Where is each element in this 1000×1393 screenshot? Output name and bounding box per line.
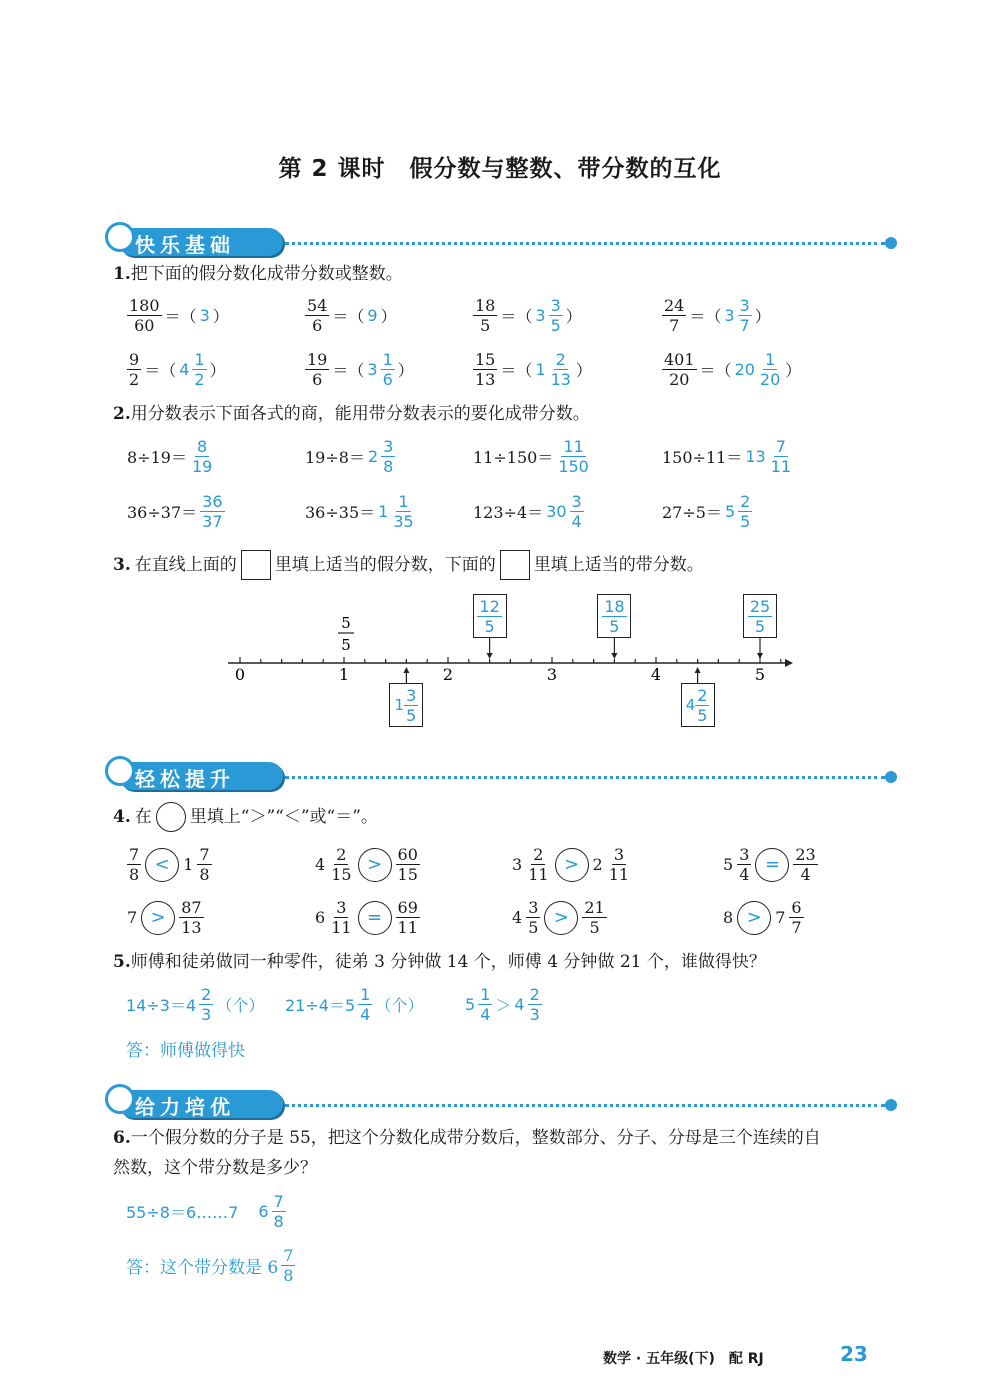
fraction: $\frac{2}{5}$ — [740, 492, 751, 531]
q1-item: $\frac{180}{60}$ ＝（ 3 ） — [129, 296, 229, 335]
fraction: $\frac{18}{5}$ — [475, 296, 496, 335]
axis-arrow — [785, 659, 793, 667]
improper-fraction-box — [597, 594, 631, 638]
section-banner-advanced: 给力培优 — [105, 1080, 895, 1124]
fraction: $\frac{3}{11}$ — [331, 898, 352, 937]
fraction: $\frac{24}{7}$ — [664, 296, 685, 335]
q1-item: $\frac{54}{6}$ ＝（ 9 ） — [307, 296, 397, 335]
fraction: $\frac{11}{150}$ — [558, 437, 589, 476]
fraction: $\frac{7}{11}$ — [770, 437, 792, 476]
q6-calc: 55÷8＝6……7 6 $\frac{7}{8}$ — [126, 1192, 284, 1231]
q1-item: $\frac{24}{7}$ ＝（ 3 $\frac{3}{7}$ ） — [664, 296, 771, 335]
q1-item: $\frac{9}{2}$ ＝（ 4 $\frac{1}{2}$ ） — [129, 350, 226, 389]
compare-circle: > — [358, 848, 392, 882]
fraction: $\frac{3}{5}$ — [550, 296, 561, 335]
fraction: $\frac{36}{37}$ — [202, 492, 223, 531]
fraction: $\frac{3}{8}$ — [383, 437, 394, 476]
q5-compare: 5 $\frac{1}{4}$ ＞ 4 $\frac{2}{3}$ — [465, 985, 540, 1024]
compare-circle: = — [358, 901, 392, 935]
mixed-number-box: 1 $\frac{3}{5}$ — [389, 683, 423, 727]
q4-item: 7 > $\frac{87}{13}$ — [127, 898, 202, 937]
fraction: $\frac{12}{5}$ — [479, 596, 500, 636]
clock-icon — [105, 1084, 135, 1114]
section-banner-basic: 快乐基础 — [105, 218, 895, 262]
q4-item: 3 $\frac{2}{11}$ > 2 $\frac{3}{11}$ — [512, 845, 630, 884]
fraction: $\frac{2}{15}$ — [331, 845, 352, 884]
improper-fraction-box — [743, 594, 777, 638]
q2-item: 27÷5＝ 5 $\frac{2}{5}$ — [662, 492, 751, 531]
mixed-number-box: 4 $\frac{2}{5}$ — [681, 683, 715, 727]
q4-item: 4 $\frac{2}{15}$ > $\frac{60}{15}$ — [315, 845, 418, 884]
q2-item: 19÷8＝ 2 $\frac{3}{8}$ — [305, 437, 394, 476]
tick-label: 2 — [442, 665, 454, 684]
compare-circle: < — [145, 848, 179, 882]
pointer-arrow — [611, 653, 617, 659]
q1-item: $\frac{19}{6}$ ＝（ 3 $\frac{1}{6}$ ） — [307, 350, 414, 389]
fraction: $\frac{54}{6}$ — [307, 296, 328, 335]
compare-circle: > — [544, 901, 578, 935]
question-6: 6.一个假分数的分子是 55，把这个分数化成带分数后，整数部分、分子、分母是三个连续的自 然数，这个带分数是多少？ — [113, 1128, 821, 1178]
fraction: $\frac{3}{5}$ — [528, 898, 539, 937]
fraction: $\frac{6}{7}$ — [791, 898, 802, 937]
fraction: $\frac{3}{5}$ — [406, 685, 417, 725]
fraction: $\frac{3}{4}$ — [571, 492, 582, 531]
question-5: 5.师傅和徒弟做同一种零件，徒弟 3 分钟做 14 个，师傅 4 分钟做 21 个，谁做得快？ — [113, 952, 766, 972]
section-banner-improve: 轻松提升 — [105, 752, 895, 796]
tick-label: 0 — [234, 665, 246, 684]
pointer-arrow — [487, 653, 493, 659]
fraction: $\frac{7}{8}$ — [199, 845, 210, 884]
fraction: $\frac{3}{11}$ — [608, 845, 630, 884]
fraction: $\frac{2}{5}$ — [697, 685, 708, 725]
q1-item: $\frac{15}{13}$ ＝（ 1 $\frac{2}{13}$ ） — [475, 350, 592, 389]
compare-circle: > — [555, 848, 589, 882]
fraction: $\frac{19}{6}$ — [307, 350, 328, 389]
tick-label: 5 — [754, 665, 766, 684]
fraction: $\frac{2}{11}$ — [528, 845, 549, 884]
q4-item: 5 $\frac{3}{4}$ = $\frac{23}{4}$ — [723, 845, 816, 884]
fraction: $\frac{15}{13}$ — [475, 350, 496, 389]
tick-label: 3 — [546, 665, 558, 684]
pointer-arrow — [757, 653, 763, 659]
q1-item: $\frac{18}{5}$ ＝（ 3 $\frac{3}{5}$ ） — [475, 296, 582, 335]
pointer-arrow — [403, 667, 409, 673]
fraction: $\frac{1}{20}$ — [759, 350, 781, 389]
q5-answer: 答：师傅做得快 — [126, 1041, 245, 1061]
fraction: $\frac{1}{35}$ — [393, 492, 414, 531]
compare-circle: = — [755, 848, 789, 882]
q6-answer: 答：这个带分数是 6 $\frac{7}{8}$ — [126, 1246, 294, 1285]
page-title: 第 2 课时 假分数与整数、带分数的互化 — [278, 156, 722, 182]
fraction: $\frac{69}{11}$ — [397, 898, 418, 937]
above-label-denominator: 5 — [341, 636, 351, 654]
footer-text: 数学 · 五年级(下) 配 RJ — [603, 1351, 764, 1367]
fraction: $\frac{7}{8}$ — [129, 845, 140, 884]
question-2: 2.用分数表示下面各式的商，能用带分数表示的要化成带分数。 — [113, 404, 590, 424]
q1-item: $\frac{401}{20}$ ＝（ 20 $\frac{1}{20}$ ） — [664, 350, 802, 389]
fraction: $\frac{9}{2}$ — [129, 350, 140, 389]
q4-item: 4 $\frac{3}{5}$ > $\frac{21}{5}$ — [512, 898, 605, 937]
q2-item: 8÷19＝ $\frac{8}{19}$ — [127, 437, 213, 476]
q2-item: 36÷35＝ 1 $\frac{1}{35}$ — [305, 492, 414, 531]
q2-item: 11÷150＝ $\frac{11}{150}$ — [473, 437, 589, 476]
clock-icon — [105, 222, 135, 252]
q5-calc-2: 21÷4＝5 $\frac{1}{4}$ （个） — [285, 985, 424, 1024]
tick-label: 4 — [650, 665, 662, 684]
q2-item: 123÷4＝ 30 $\frac{3}{4}$ — [473, 492, 582, 531]
fraction: $\frac{21}{5}$ — [584, 898, 605, 937]
q2-item: 150÷11＝ 13 $\frac{7}{11}$ — [662, 437, 792, 476]
q4-item: 6 $\frac{3}{11}$ = $\frac{69}{11}$ — [315, 898, 418, 937]
clock-icon — [105, 756, 135, 786]
fraction: $\frac{8}{19}$ — [191, 437, 213, 476]
fraction: $\frac{3}{7}$ — [739, 296, 750, 335]
pointer-arrow — [695, 667, 701, 673]
tick-label: 1 — [338, 665, 350, 684]
fraction: $\frac{3}{4}$ — [739, 845, 750, 884]
q4-item: 8 > 7 $\frac{6}{7}$ — [723, 898, 802, 937]
compare-circle: > — [737, 901, 771, 935]
fraction: $\frac{1}{6}$ — [382, 350, 393, 389]
page-number: 23 — [840, 1342, 868, 1366]
fraction: $\frac{23}{4}$ — [795, 845, 816, 884]
q5-calc-1: 14÷3＝4 $\frac{2}{3}$ （个） — [126, 985, 265, 1024]
fraction: $\frac{25}{5}$ — [749, 596, 771, 636]
improper-fraction-box — [473, 594, 507, 638]
above-label-numerator: 5 — [341, 614, 351, 632]
fraction: $\frac{60}{15}$ — [397, 845, 418, 884]
fraction: $\frac{18}{5}$ — [604, 596, 625, 636]
fraction: $\frac{180}{60}$ — [129, 296, 160, 335]
question-4: 4. 在 里填上“＞”“＜”或“＝”。 — [113, 802, 378, 832]
fraction: $\frac{401}{20}$ — [664, 350, 695, 389]
question-1: 1.把下面的假分数化成带分数或整数。 — [113, 264, 403, 284]
q4-item: $\frac{7}{8}$ < 1 $\frac{7}{8}$ — [129, 845, 210, 884]
question-3: 3. 在直线上面的 里填上适当的假分数，下面的 里填上适当的带分数。 — [113, 550, 704, 580]
fraction: $\frac{87}{13}$ — [181, 898, 202, 937]
fraction: $\frac{2}{13}$ — [550, 350, 571, 389]
q2-item: 36÷37＝ $\frac{36}{37}$ — [127, 492, 223, 531]
compare-circle: > — [141, 901, 175, 935]
fraction: $\frac{1}{2}$ — [194, 350, 205, 389]
